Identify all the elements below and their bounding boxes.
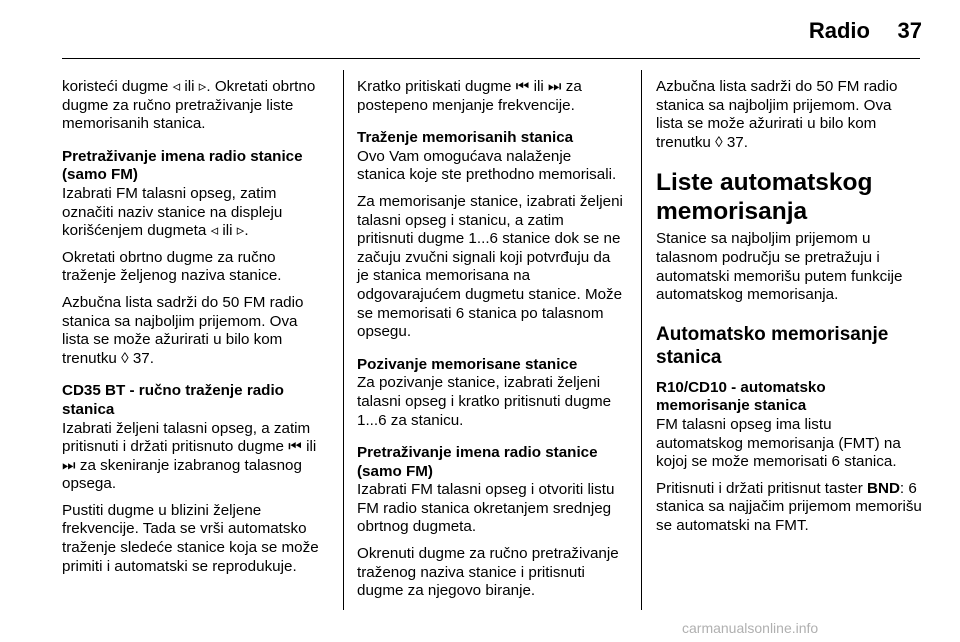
section-heading: Traženje memorisanih stanica — [357, 129, 574, 147]
column-divider — [641, 70, 642, 610]
column-1 — [62, 78, 328, 584]
column-divider — [343, 70, 344, 610]
paragraph: Izabrati željeni talasni opseg, a zatim pritisnuti i držati pritisnuto dugme ⏮ ili ⏭ za skeniranje izabranog talasnog opsega. — [62, 419, 317, 493]
section-heading: Pozivanje memorisane stanice — [357, 355, 578, 373]
page-header — [0, 0, 960, 58]
section-heading: R10/CD10 - automatsko memorisanje stanica — [656, 378, 826, 415]
paragraph: FM talasni opseg ima listu automatskog memorisanja (FMT) na kojoj se može memorisati 6 stanica. — [656, 415, 901, 471]
paragraph: Ovo Vam omogućava nalaženje stanica koje ste prethodno memorisali. — [357, 147, 617, 184]
section-heading-large: Automatsko memorisanje stanica — [656, 323, 889, 368]
paragraph: Za pozivanje stanice, izabrati željeni talasni opseg i kratko pritisnuti dugme 1...6 za stanicu. — [357, 374, 612, 429]
column-3 — [656, 78, 922, 544]
paragraph: koristeći dugme ◃ ili ▹. Okretati obrtno dugme za ručno pretraživanje liste memorisanih stanica. — [62, 78, 316, 133]
paragraph: Okrenuti dugme za ručno pretraživanje traženog naziva stanice i pritisnuti dugme za njegovo biranje. — [357, 545, 619, 600]
section-heading: Pretraživanje imena radio stanice (samo FM) — [357, 444, 598, 480]
text-run: Pritisnuti i držati pritisnut taster — [656, 479, 868, 497]
paragraph: Stanice sa najboljim prijemom u talasnom području se pretražuju i automatski memorišu putem funkcije automatskog memorisanja. — [656, 230, 903, 304]
page-number: 37 — [897, 18, 922, 43]
chapter-heading: Liste automatskog memorisanja — [656, 169, 873, 226]
section-heading: CD35 BT - ručno traženje radio stanica — [62, 382, 284, 418]
paragraph: Okretati obrtno dugme za ručno traženje željenog naziva stanice. — [62, 248, 282, 285]
text-run: : 6 stanica sa najjačim prijemom memorišu se automatski na FMT. — [656, 479, 922, 534]
paragraph: Azbučna lista sadrži do 50 FM radio stanica sa najboljim prijemom. Ova lista se može ažurirati u bilo kom trenutku ◊ 37. — [656, 78, 898, 151]
paragraph: Pustiti dugme u blizini željene frekvencije. Tada se vrši automatsko traženje sledeće stanice koja se može primiti i automatski se reprodukuje. — [62, 501, 319, 575]
watermark: carmanualsonline.info — [682, 620, 819, 636]
key-label-bnd: BND — [867, 479, 900, 497]
paragraph: Izabrati FM talasni opseg i otvoriti listu FM radio stanica okretanjem srednjeg obrtnog dugmeta. — [357, 481, 615, 536]
paragraph: Kratko pritiskati dugme ⏮ ili ⏭ za postepeno menjanje frekvencije. — [357, 78, 582, 114]
section-heading: Pretraživanje imena radio stanice (samo FM) — [62, 147, 303, 184]
header-rule — [62, 58, 920, 59]
page-header-title: Radio — [808, 18, 870, 43]
column-2 — [357, 78, 623, 609]
paragraph: Azbučna lista sadrži do 50 FM radio stanica sa najboljim prijemom. Ova lista se može ažurirati u bilo kom trenutku ◊ 37. — [62, 293, 304, 367]
paragraph: Za memorisanje stanice, izabrati željeni talasni opseg i stanicu, a zatim pritisnuti dugme 1...6 stanice dok se ne začuju zvučni signali koji potvrđuju da je stanica memorisana na odgovarajućem dugmetu stanice. Može se memorisati 6 stanica po talasnom opsegu. — [357, 192, 623, 341]
paragraph — [656, 480, 922, 536]
paragraph: Izabrati FM talasni opseg, zatim označiti naziv stanice na displeju korišćenjem dugmeta ◃ ili ▹. — [62, 184, 283, 240]
